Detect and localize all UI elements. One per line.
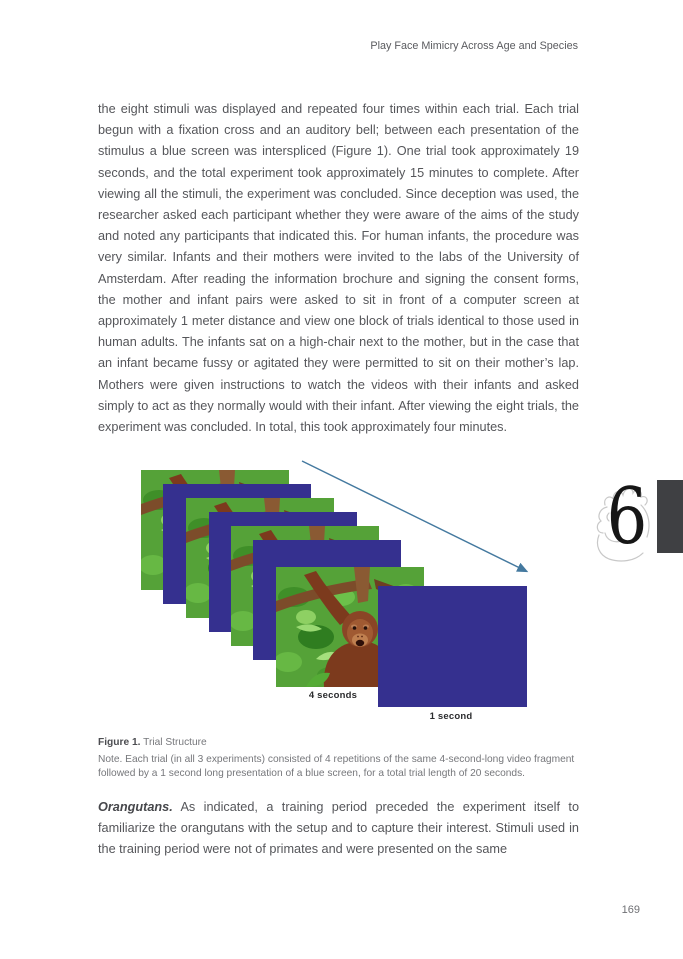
figure-frame-stack <box>135 455 547 727</box>
figure-caption <box>98 736 582 781</box>
figure-1-trial-structure <box>135 455 547 727</box>
figure-caption-title: Trial Structure <box>143 737 207 748</box>
paragraph-lead-in: Orangutans. <box>98 800 173 814</box>
figure-caption-label: Figure 1. <box>98 737 141 748</box>
video-duration-label: 4 seconds <box>308 690 358 701</box>
paragraph-orangutans <box>98 797 579 861</box>
running-header: Play Face Mimicry Across Age and Species <box>370 40 578 52</box>
blue-screen-duration-label: 1 second <box>429 711 473 722</box>
chapter-edge-tab <box>657 480 683 553</box>
paragraph-lead-text: As indicated, a training period preceded the experiment itself to familiarize the orangutans with the setup and to capture their interest. Stimuli used in the training period were not of primates and were presented on the same <box>98 800 579 857</box>
paragraph-procedure: the eight stimuli was displayed and repeated four times within each trial. Each trial begun with a fixation cross and an auditory bell; between each presentation of the stimulus a blue screen was interspliced (Figure 1). One trial took approximately 19 seconds, and the total experiment took approximately 15 minutes to complete. After viewing all the stimuli, the experiment was concluded. Since deception was used, the researcher asked each participant whether they were aware of the aims of the study and noted any participants that indicated this. For human infants, the procedure was very similar. Infants and their mothers were invited to the labs of the University of Amsterdam. After reading the information brochure and signing the consent forms, the mother and infant pairs were asked to sit in front of a computer screen at approximately 1 meter distance and view one block of trials identical to those used in human adults. The infants sat on a high-chair next to the mother, but in the case that an infant became fussy or agitated they were permitted to sit on their mother’s lap. Mothers were given instructions to watch the videos with their infants and asked simply to act as they normally would with their infant. After viewing the eight trials, the experiment was concluded. In total, this took approximately four minutes. <box>98 102 579 435</box>
page-number: 169 <box>621 904 640 916</box>
chapter-number: 6 <box>606 472 648 562</box>
blue-screen-frame <box>378 586 527 707</box>
figure-caption-note: Note. Each trial (in all 3 experiments) consisted of 4 repetitions of the same 4-second-long video fragment followed by a 1 second long presentation of a blue screen, for a total trial length of 20 seconds. <box>98 754 575 779</box>
